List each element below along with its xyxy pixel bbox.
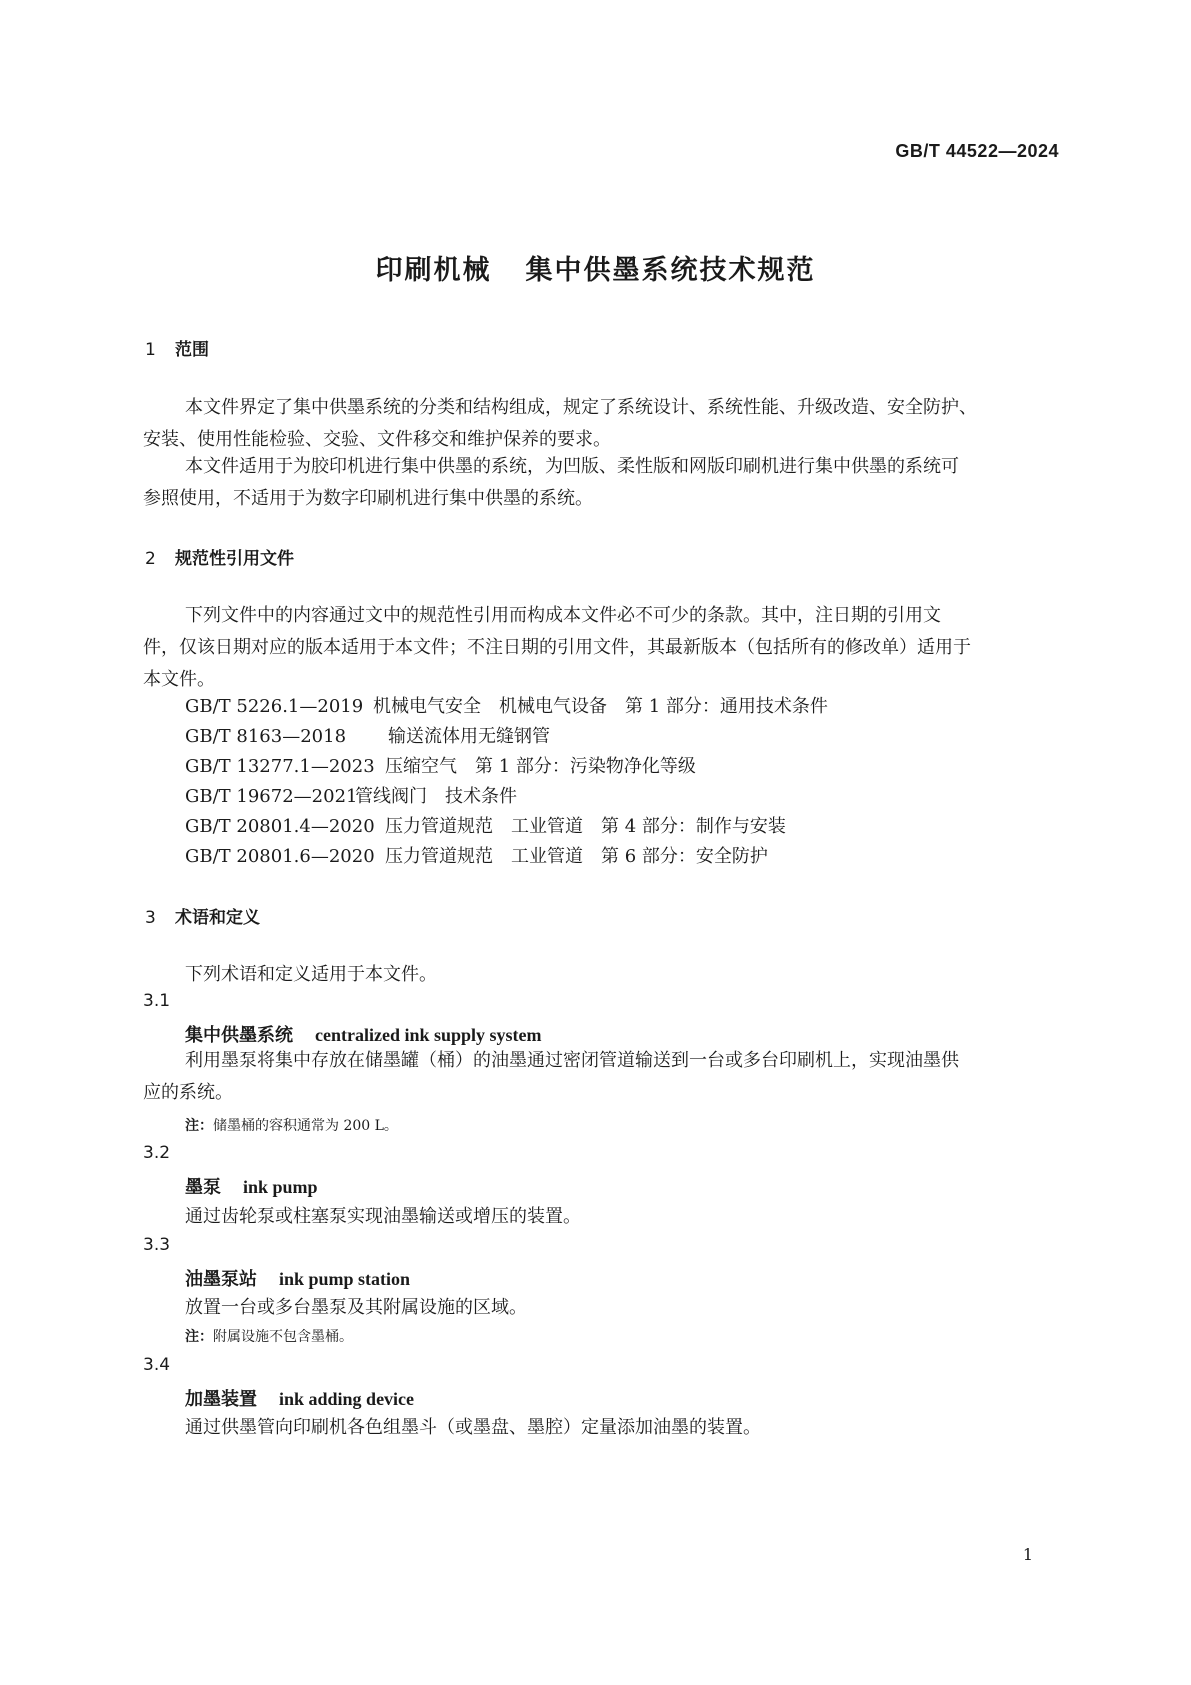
note-text: 储墨桶的容积通常为 200 L。 bbox=[213, 1118, 398, 1134]
reference-code: GB/T 20801.6—2020 bbox=[185, 846, 375, 867]
reference-item bbox=[185, 722, 550, 748]
section-3-intro: 下列术语和定义适用于本文件。 bbox=[185, 964, 437, 985]
reference-code: GB/T 8163—2018 bbox=[185, 726, 347, 747]
term-number: 3.2 bbox=[143, 1143, 171, 1163]
section-1-paragraph-2 bbox=[143, 451, 1063, 515]
text-line: 利用墨泵将集中存放在储墨罐（桶）的油墨通过密闭管道输送到一台或多台印刷机上，实现油墨供 bbox=[185, 1050, 959, 1071]
term-heading bbox=[185, 1265, 410, 1291]
term-en: centralized ink supply system bbox=[315, 1025, 542, 1045]
reference-item bbox=[185, 842, 768, 868]
reference-code: GB/T 5226.1—2019 bbox=[185, 696, 364, 717]
term-en: ink pump station bbox=[279, 1269, 411, 1289]
term-definition: 放置一台或多台墨泵及其附属设施的区域。 bbox=[185, 1297, 527, 1318]
term-zh: 加墨装置 bbox=[185, 1389, 257, 1410]
reference-title: 输送流体用无缝钢管 bbox=[388, 726, 550, 747]
text-line: 下列文件中的内容通过文中的规范性引用而构成本文件必不可少的条款。其中，注日期的引用文 bbox=[185, 605, 941, 626]
term-zh: 油墨泵站 bbox=[185, 1269, 257, 1290]
section-number: 3 bbox=[145, 908, 156, 928]
term-en: ink adding device bbox=[279, 1389, 415, 1409]
term-heading bbox=[185, 1173, 318, 1199]
title-part-1: 印刷机械 bbox=[375, 255, 492, 286]
section-2-intro bbox=[143, 600, 1063, 696]
section-2-heading bbox=[145, 544, 294, 569]
reference-item bbox=[185, 692, 828, 718]
section-title: 范围 bbox=[175, 340, 209, 360]
text-line: 参照使用，不适用于为数字印刷机进行集中供墨的系统。 bbox=[143, 488, 593, 509]
term-zh: 墨泵 bbox=[185, 1177, 221, 1198]
text-line: 应的系统。 bbox=[143, 1082, 233, 1103]
section-1-paragraph-1 bbox=[143, 392, 1063, 456]
section-title: 规范性引用文件 bbox=[175, 549, 294, 569]
term-heading bbox=[185, 1021, 542, 1047]
reference-title: 压力管道规范 工业管道 第 4 部分：制作与安装 bbox=[385, 816, 786, 837]
document-title bbox=[0, 248, 1191, 287]
page-number: 1 bbox=[1022, 1545, 1033, 1564]
note-label: 注： bbox=[185, 1118, 213, 1134]
term-heading bbox=[185, 1385, 414, 1411]
term-definition: 通过供墨管向印刷机各色组墨斗（或墨盘、墨腔）定量添加油墨的装置。 bbox=[185, 1417, 761, 1438]
section-3-heading bbox=[145, 903, 260, 928]
reference-title: 管线阀门 技术条件 bbox=[355, 786, 517, 807]
reference-item bbox=[185, 752, 696, 778]
title-part-2: 集中供墨系统技术规范 bbox=[525, 255, 816, 286]
reference-item bbox=[185, 812, 786, 838]
term-definition: 通过齿轮泵或柱塞泵实现油墨输送或增压的装置。 bbox=[185, 1206, 581, 1227]
term-number: 3.1 bbox=[143, 991, 171, 1011]
reference-code: GB/T 13277.1—2023 bbox=[185, 756, 375, 777]
reference-code: GB/T 19672—2021 bbox=[185, 786, 358, 807]
reference-title: 压力管道规范 工业管道 第 6 部分：安全防护 bbox=[385, 846, 768, 867]
section-number: 1 bbox=[145, 340, 156, 360]
text-line: 件，仅该日期对应的版本适用于本文件；不注日期的引用文件，其最新版本（包括所有的修改单）适用于 bbox=[143, 637, 971, 658]
term-note bbox=[185, 1326, 353, 1346]
term-number: 3.4 bbox=[143, 1355, 171, 1375]
section-1-heading bbox=[145, 335, 209, 360]
reference-code: GB/T 20801.4—2020 bbox=[185, 816, 375, 837]
standard-number: GB/T 44522—2024 bbox=[895, 141, 1059, 161]
term-note bbox=[185, 1115, 398, 1135]
term-definition bbox=[143, 1045, 1063, 1109]
text-line: 安装、使用性能检验、交验、文件移交和维护保养的要求。 bbox=[143, 429, 611, 450]
reference-title: 机械电气安全 机械电气设备 第 1 部分：通用技术条件 bbox=[373, 696, 828, 717]
section-number: 2 bbox=[145, 549, 156, 569]
reference-item bbox=[185, 782, 517, 808]
text-line: 本文件界定了集中供墨系统的分类和结构组成，规定了系统设计、系统性能、升级改造、安全防护、 bbox=[185, 397, 977, 418]
text-line: 本文件适用于为胶印机进行集中供墨的系统，为凹版、柔性版和网版印刷机进行集中供墨的系统可 bbox=[185, 456, 959, 477]
term-number: 3.3 bbox=[143, 1235, 171, 1255]
note-text: 附属设施不包含墨桶。 bbox=[213, 1329, 353, 1345]
text-line: 本文件。 bbox=[143, 669, 215, 690]
note-label: 注： bbox=[185, 1329, 213, 1345]
reference-title: 压缩空气 第 1 部分：污染物净化等级 bbox=[385, 756, 696, 777]
term-zh: 集中供墨系统 bbox=[185, 1025, 293, 1046]
term-en: ink pump bbox=[243, 1177, 318, 1197]
section-title: 术语和定义 bbox=[175, 908, 260, 928]
